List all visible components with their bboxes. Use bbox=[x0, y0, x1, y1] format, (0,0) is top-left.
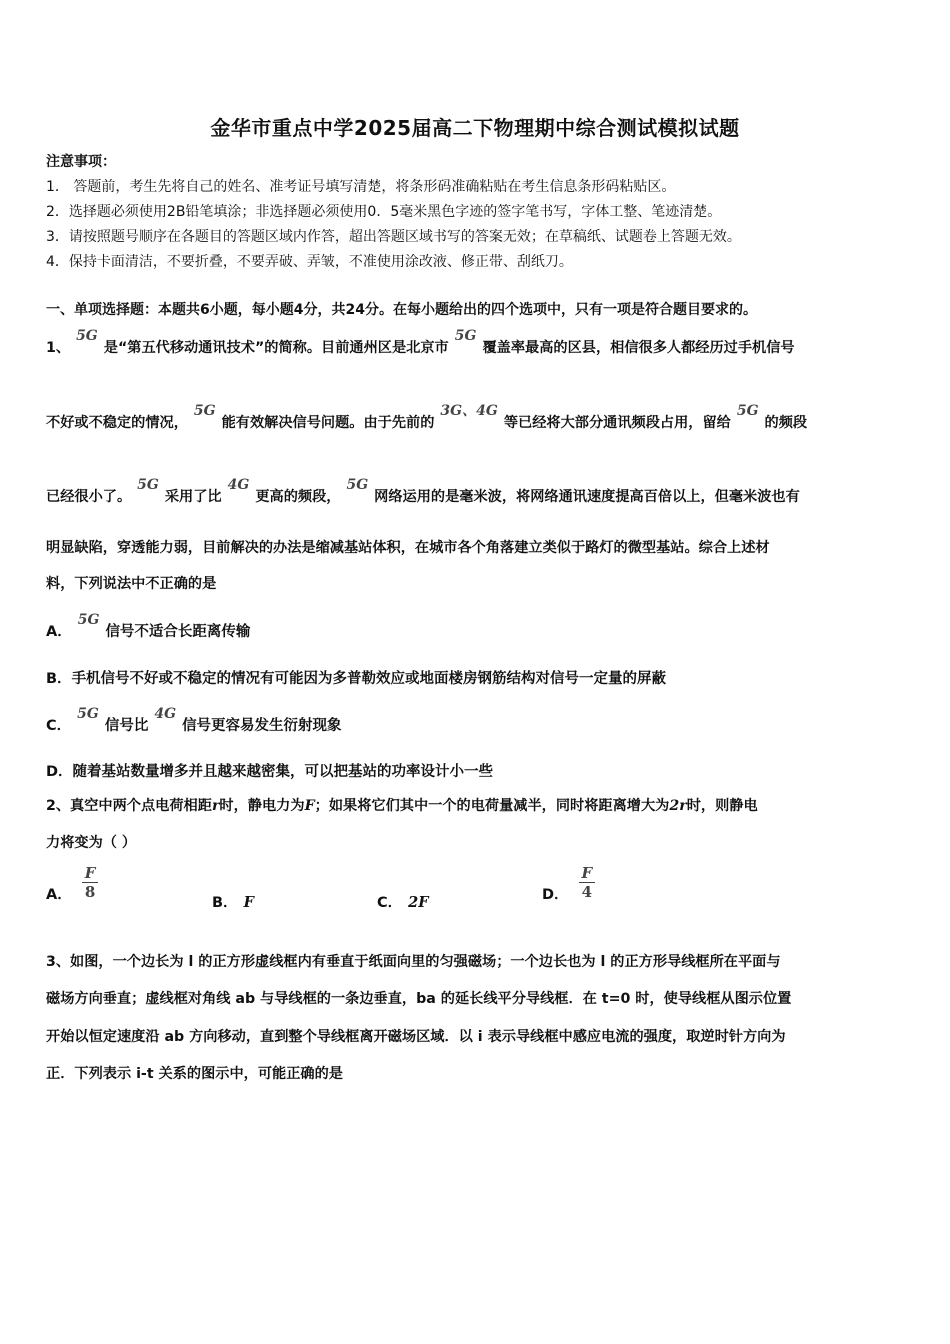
q1-text: 是“第五代移动通讯技术”的简称。目前通州区是北京市 bbox=[103, 340, 449, 356]
q2-symbol-2r: 2r bbox=[669, 798, 687, 814]
q2-line-2: 力将变为（ ） bbox=[46, 835, 137, 851]
option-label: B． bbox=[212, 895, 238, 911]
notice-item-2: 2．选择题必须使用2B铅笔填涂；非选择题必须使用0．5毫米黑色字迹的签字笔书写，字体工整、笔迹清楚。 bbox=[46, 204, 722, 220]
q1-line-4: 明显缺陷，穿透能力弱，目前解决的办法是缩减基站体积，在城市各个角落建立类似于路灯的微型基站。综合上述材 bbox=[46, 540, 770, 556]
option-label: A． bbox=[46, 886, 72, 903]
page-title: 金华市重点中学2025届高二下物理期中综合测试模拟试题 bbox=[210, 116, 740, 140]
q1-5g-symbol: 5G bbox=[77, 706, 99, 722]
q1-option-b[interactable] bbox=[46, 669, 666, 689]
q1-line-5: 料，下列说法中不正确的是 bbox=[46, 576, 217, 592]
q3-line-2: 磁场方向垂直；虚线框对角线 ab 与导线框的一条边垂直，ba 的延长线平分导线框．在 t=0 时，使导线框从图示位置 bbox=[46, 991, 792, 1007]
q1-5g-symbol: 5G bbox=[193, 403, 216, 419]
q1-line-2 bbox=[46, 403, 808, 433]
q1-5g-symbol: 5G bbox=[77, 612, 100, 628]
option-label: C． bbox=[46, 718, 72, 734]
notice-item-1: 1． 答题前，考生先将自己的姓名、准考证号填写清楚，将条形码准确粘贴在考生信息条形码粘贴区。 bbox=[46, 179, 676, 195]
option-label: C． bbox=[377, 895, 403, 911]
q2-option-c[interactable] bbox=[377, 891, 429, 912]
q3-line-1: 3、如图，一个边长为 l 的正方形虚线框内有垂直于纸面向里的匀强磁场；一个边长也为 l 的正方形导线框所在平面与 bbox=[46, 954, 781, 970]
q1-text: 的频段 bbox=[764, 415, 808, 431]
q3-line-4: 正．下列表示 i-t 关系的图示中，可能正确的是 bbox=[46, 1066, 343, 1082]
option-label: B． bbox=[46, 671, 72, 687]
q1-option-d[interactable] bbox=[46, 762, 493, 782]
option-value: F bbox=[243, 894, 254, 911]
fraction-numerator: F bbox=[82, 864, 99, 883]
q2-option-a[interactable] bbox=[46, 866, 98, 903]
q3-line-3: 开始以恒定速度沿 ab 方向移动，直到整个导线框离开磁场区域．以 i 表示导线框中感应电流的强度，取逆时针方向为 bbox=[46, 1029, 786, 1045]
q1-3g4g-symbol: 3G、4G bbox=[440, 403, 498, 419]
q1-5g-symbol: 5G bbox=[346, 477, 369, 493]
q1-number: 1、 bbox=[46, 340, 71, 356]
q2-symbol-f: F bbox=[304, 798, 315, 814]
q1-4g-symbol: 4G bbox=[227, 477, 250, 493]
option-text: 随着基站数量增多并且越来越密集，可以把基站的功率设计小一些 bbox=[72, 764, 494, 780]
q1-text: 不好或不稳定的情况， bbox=[46, 415, 188, 431]
q1-text: 能有效解决信号问题。由于先前的 bbox=[221, 415, 435, 431]
fraction-denominator: 8 bbox=[84, 883, 96, 901]
q1-5g-symbol: 5G bbox=[736, 403, 759, 419]
q1-line-3 bbox=[46, 477, 800, 507]
q2-text: ；如果将它们其中一个的电荷量减半，同时将距离增大为 bbox=[314, 798, 670, 814]
q1-5g-symbol: 5G bbox=[454, 328, 477, 344]
option-text: 信号更容易发生衍射现象 bbox=[182, 718, 342, 734]
q2-text: 时，静电力为 bbox=[219, 798, 305, 814]
option-text: 信号比 bbox=[104, 718, 149, 734]
option-text: 信号不适合长距离传输 bbox=[105, 624, 251, 640]
notice-item-3: 3．请按照题号顺序在各题目的答题区域内作答，超出答题区域书写的答案无效；在草稿纸、试题卷上答题无效。 bbox=[46, 229, 741, 245]
section-heading: 一、单项选择题：本题共6小题，每小题4分，共24分。在每小题给出的四个选项中，只有一项是符合题目要求的。 bbox=[46, 302, 757, 318]
notice-heading: 注意事项： bbox=[46, 154, 116, 170]
q1-text: 覆盖率最高的区县，相信很多人都经历过手机信号 bbox=[482, 340, 795, 356]
q1-5g-symbol: 5G bbox=[137, 477, 159, 493]
q1-line-1 bbox=[46, 328, 795, 358]
fraction bbox=[579, 864, 596, 901]
option-text: 手机信号不好或不稳定的情况有可能因为多普勒效应或地面楼房钢筋结构对信号一定量的屏蔽 bbox=[71, 671, 667, 687]
option-value: 2F bbox=[408, 894, 429, 911]
q2-text: 2、真空中两个点电荷相距 bbox=[46, 798, 212, 814]
fraction-numerator: F bbox=[579, 864, 596, 883]
q1-5g-symbol: 5G bbox=[76, 328, 98, 344]
q1-text: 等已经将大部分通讯频段占用，留给 bbox=[503, 415, 731, 431]
q1-4g-symbol: 4G bbox=[154, 706, 177, 722]
q2-text: 时，则静电 bbox=[686, 798, 758, 814]
q2-line-1 bbox=[46, 796, 758, 816]
fraction bbox=[82, 864, 99, 901]
q1-option-c[interactable] bbox=[46, 706, 342, 736]
notice-item-4: 4．保持卡面清洁，不要折叠，不要弄破、弄皱，不准使用涂改液、修正带、刮纸刀。 bbox=[46, 254, 573, 270]
q1-text: 网络运用的是毫米波，将网络通讯速度提高百倍以上，但毫米波也有 bbox=[374, 489, 800, 505]
option-label: D． bbox=[542, 886, 569, 903]
q2-symbol-r: r bbox=[211, 798, 220, 814]
fraction-denominator: 4 bbox=[581, 883, 593, 901]
q1-option-a[interactable] bbox=[46, 612, 251, 642]
option-label: D． bbox=[46, 764, 73, 780]
q1-text: 已经很小了。 bbox=[46, 489, 132, 505]
q2-option-d[interactable] bbox=[542, 866, 595, 903]
q1-text: 采用了比 bbox=[164, 489, 222, 505]
option-label: A． bbox=[46, 624, 72, 640]
q2-option-b[interactable] bbox=[212, 891, 254, 912]
q1-text: 更高的频段， bbox=[255, 489, 341, 505]
